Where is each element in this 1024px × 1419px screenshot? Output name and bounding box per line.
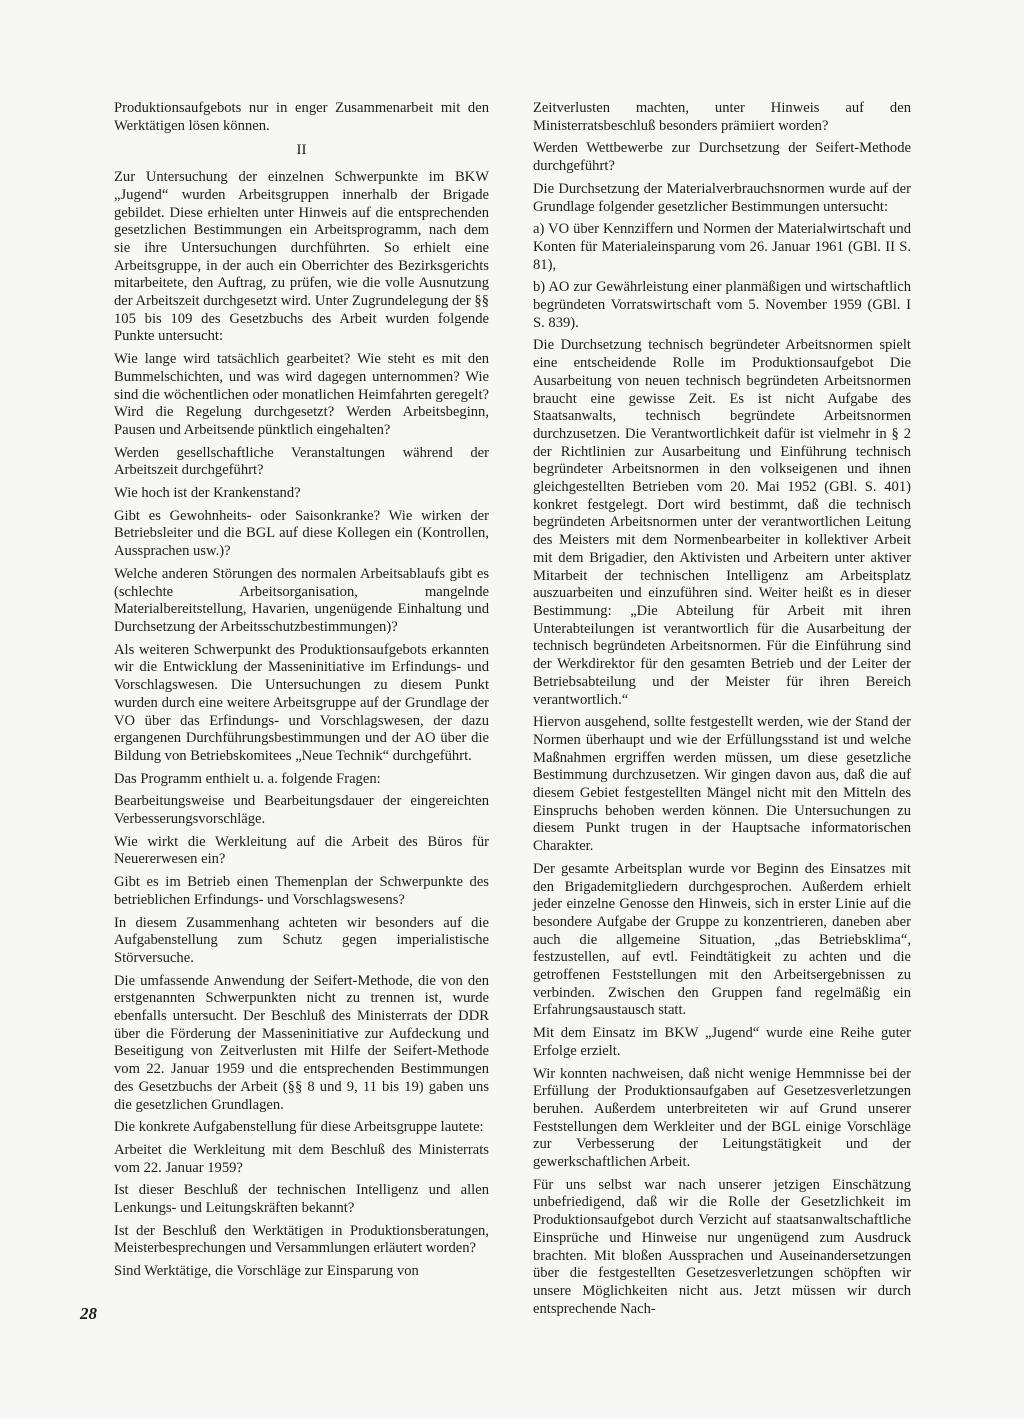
paragraph: Der gesamte Arbeitsplan wurde vor Beginn des Einsatzes mit den Brigademitgliedern durchgesprochen. Außerdem erhielt jeder einzelne Genosse den Hinweis, sich in erster Linie auf die besondere Aufgabe der Gruppe zu konzentrieren, daneben aber auch die allgemeine Situation, „das Betriebsklima“, festzustellen, auf evtl. Feindtätigkeit zu achten und die getroffenen Feststellungen mit den Arbeitsergebnissen zu verbinden. Zwischen den Gruppen fand regelmäßig ein Erfahrungsaustausch statt. <box>533 860 911 1019</box>
paragraph: Mit dem Einsatz im BKW „Jugend“ wurde eine Reihe guter Erfolge erzielt. <box>533 1025 911 1059</box>
paragraph: b) AO zur Gewährleistung einer planmäßigen und wirtschaftlich begründeten Vorratswirtschaft vom 5. November 1959 (GBl. I S. 839). <box>533 279 911 331</box>
paragraph: Für uns selbst war nach unserer jetzigen Einschätzung unbefriedigend, daß wir die Rolle der Gesetzlichkeit im Produktionsaufgebot durch Verzicht auf staatsanwaltschaftliche Einsprüche und Hinweise nur ungenügend zum Ausdruck brachten. Mit bloßen Aussprachen und Auseinandersetzungen über die festgestellten Gesetzesverletzungen schöpften wir unsere Möglichkeiten nicht aus. Jetzt müssen wir durch entsprechende Nach- <box>533 1176 911 1317</box>
paragraph: Sind Werktätige, die Vorschläge zur Einsparung von <box>114 1263 419 1280</box>
paragraph: Hiervon ausgehend, sollte festgestellt werden, wie der Stand der Normen überhaupt und wie der Erfüllungsstand ist und welche Maßnahmen ergriffen werden müssen, um diese gesetzliche Bestimmung durchzusetzen. Wir gingen davon aus, daß die auf diesem Gebiet festgestellten Mängel nicht mit den Mitteln des Einspruchs behoben werden können. Die Untersuchungen zu diesem Punkt trugen in der Hauptsache informatorischen Charakter. <box>533 714 911 855</box>
paragraph: Wie wirkt die Werkleitung auf die Arbeit des Büros für Neuererwesen ein? <box>114 833 489 868</box>
paragraph: In diesem Zusammenhang achteten wir besonders auf die Aufgabenstellung zum Schutz gegen imperialistische Störversuche. <box>114 914 489 966</box>
paragraph: Produktionsaufgebots nur in enger Zusammenarbeit mit den Werktätigen lösen können. <box>114 100 489 134</box>
paragraph: Werden gesellschaftliche Veranstaltungen während der Arbeitszeit durchgeführt? <box>114 444 489 479</box>
page-number: 28 <box>80 1304 97 1323</box>
paragraph: Bearbeitungsweise und Bearbeitungsdauer der eingereichten Verbesserungsvorschläge. <box>114 793 489 828</box>
paragraph: Die Durchsetzung der Materialverbrauchsnormen wurde auf der Grundlage folgender gesetzlicher Bestimmungen untersucht: <box>533 180 911 215</box>
left-column <box>114 100 489 1286</box>
paragraph: Zeitverlusten machten, unter Hinweis auf den Ministerratsbeschluß besonders prämiiert worden? <box>533 100 911 134</box>
paragraph: Wie lange wird tatsächlich gearbeitet? Wie steht es mit den Bummelschichten, und was wird dagegen unternommen? Wie sind die wöchentlichen oder monatlichen Heimfahrten geregelt? Wird die Regelung durchgesetzt? Werden Arbeitsbeginn, Pausen und Arbeitsende pünktlich eingehalten? <box>114 351 489 438</box>
section-heading: II <box>296 142 307 159</box>
paragraph: Wir konnten nachweisen, daß nicht wenige Hemmnisse bei der Erfüllung der Produktionsaufgaben auf Gesetzesverletzungen beruhen. Außerdem unterbreiteten wir auf Grund unserer Feststellungen dem Werkleiter und der BGL einige Vorschläge zur Verbesserung der Leitungstätigkeit und der gewerkschaftlichen Arbeit. <box>533 1065 911 1171</box>
paragraph: a) VO über Kennziffern und Normen der Materialwirtschaft und Konten für Materialeinsparung vom 26. Januar 1961 (GBl. II S. 81), <box>533 221 911 273</box>
paragraph: Gibt es im Betrieb einen Themenplan der Schwerpunkte des betrieblichen Erfindungs- und Vorschlagswesens? <box>114 874 489 908</box>
paragraph: Die Durchsetzung technisch begründeter Arbeitsnormen spielt eine entscheidende Rolle im Produktionsaufgebot Die Ausarbeitung von neuen technisch begründeten Arbeitsnormen braucht eine gewisse Zeit. Es ist nicht Aufgabe des Staatsanwalts, technisch begründete Arbeitsnormen durchzusetzen. Die Verantwortlichkeit dafür ist vielmehr in § 2 der Richtlinien zur Ausarbeitung und Einführung technisch begründeter Arbeitsnormen in den volkseigenen und ihnen gleichgestellten Betrieben vom 20. Mai 1952 (GBl. S. 401) konkret festgelegt. Dort wird bestimmt, daß die technisch begründeten Arbeitsnormen unter der verantwortlichen Leitung des Meisters mit dem Normenbearbeiter in kollektiver Arbeit mit dem Brigadier, den Aktivisten und Arbeitern unter aktiver Mitarbeit der technischen Intelligenz am Arbeitsplatz auszuarbeiten und einzuführen sind. Weiter heißt es in dieser Bestimmung: „Die Abteilung für Arbeit mit ihren Unterabteilungen ist verantwortlich für die Ausarbeitung der technisch begründeten Arbeitsnormen. Für die Einführung sind der Werkdirektor für den gesamten Betrieb und der Leiter der Betriebsabteilung und der Meister für ihren Bereich verantwortlich.“ <box>533 337 911 708</box>
paragraph: Ist der Beschluß den Werktätigen in Produktionsberatungen, Meisterbesprechungen und Versammlungen erläutert worden? <box>114 1222 489 1257</box>
paragraph: Gibt es Gewohnheits- oder Saisonkranke? Wie wirken der Betriebsleiter und die BGL auf diese Kollegen ein (Kontrollen, Aussprachen usw.)? <box>114 507 489 560</box>
paragraph: Werden Wettbewerbe zur Durchsetzung der Seifert-Methode durchgeführt? <box>533 140 911 175</box>
paragraph: Zur Untersuchung der einzelnen Schwerpunkte im BKW „Jugend“ wurden Arbeitsgruppen innerhalb der Brigade gebildet. Diese erhielten unter Hinweis auf die entsprechenden gesetzlichen Bestimmungen ein Arbeitsprogramm, nach dem sie ihre Untersuchungen durchführten. So erhielt eine Arbeitsgruppe, in der auch ein Oberrichter des Bezirksgerichts mitarbeitete, den Auftrag, zu prüfen, wie die volle Ausnutzung der Arbeitszeit durchgesetzt wird. Unter Zugrundelegung der §§ 105 bis 109 des Gesetzbuchs des Arbeit wurden folgende Punkte untersucht: <box>114 169 489 345</box>
paragraph: Arbeitet die Werkleitung mit dem Beschluß des Ministerrats vom 22. Januar 1959? <box>114 1141 489 1176</box>
paragraph: Als weiteren Schwerpunkt des Produktionsaufgebots erkannten wir die Entwicklung der Masseninitiative im Erfindungs- und Vorschlagswesen. Die Untersuchungen zu diesem Punkt wurden durch eine weitere Arbeitsgruppe auf der Grundlage der VO über das Erfindungs- und Vorschlagswesen, der dazu ergangenen Durchführungsbestimmungen und der AO über die Bildung von Betriebskomitees „Neue Technik“ durchgeführt. <box>114 641 489 764</box>
right-column <box>533 100 911 1323</box>
paragraph: Das Programm enthielt u. a. folgende Fragen: <box>114 770 381 787</box>
paragraph: Die konkrete Aufgabenstellung für diese Arbeitsgruppe lautete: <box>114 1119 484 1136</box>
paragraph: Ist dieser Beschluß der technischen Intelligenz und allen Lenkungs- und Leitungskräften bekannt? <box>114 1182 489 1217</box>
paragraph: Wie hoch ist der Krankenstand? <box>114 485 301 502</box>
paragraph: Welche anderen Störungen des normalen Arbeitsablaufs gibt es (schlechte Arbeitsorganisation, mangelnde Materialbereitstellung, Havarien, ungenügende Einhaltung und Durchsetzung der Arbeitsschutzbestimmungen)? <box>114 565 489 635</box>
paragraph: Die umfassende Anwendung der Seifert-Methode, die von den erstgenannten Schwerpunkten nicht zu trennen ist, wurde ebenfalls untersucht. Der Beschluß des Ministerrats der DDR über die Förderung der Masseninitiative zur Aufdeckung und Beseitigung von Zeitverlusten mit Hilfe der Seifert-Methode vom 22. Januar 1959 und die entsprechenden Bestimmungen des Gesetzbuchs der Arbeit (§§ 8 und 9, 11 bis 19) gaben uns die gesetzlichen Grundlagen. <box>114 972 489 1113</box>
